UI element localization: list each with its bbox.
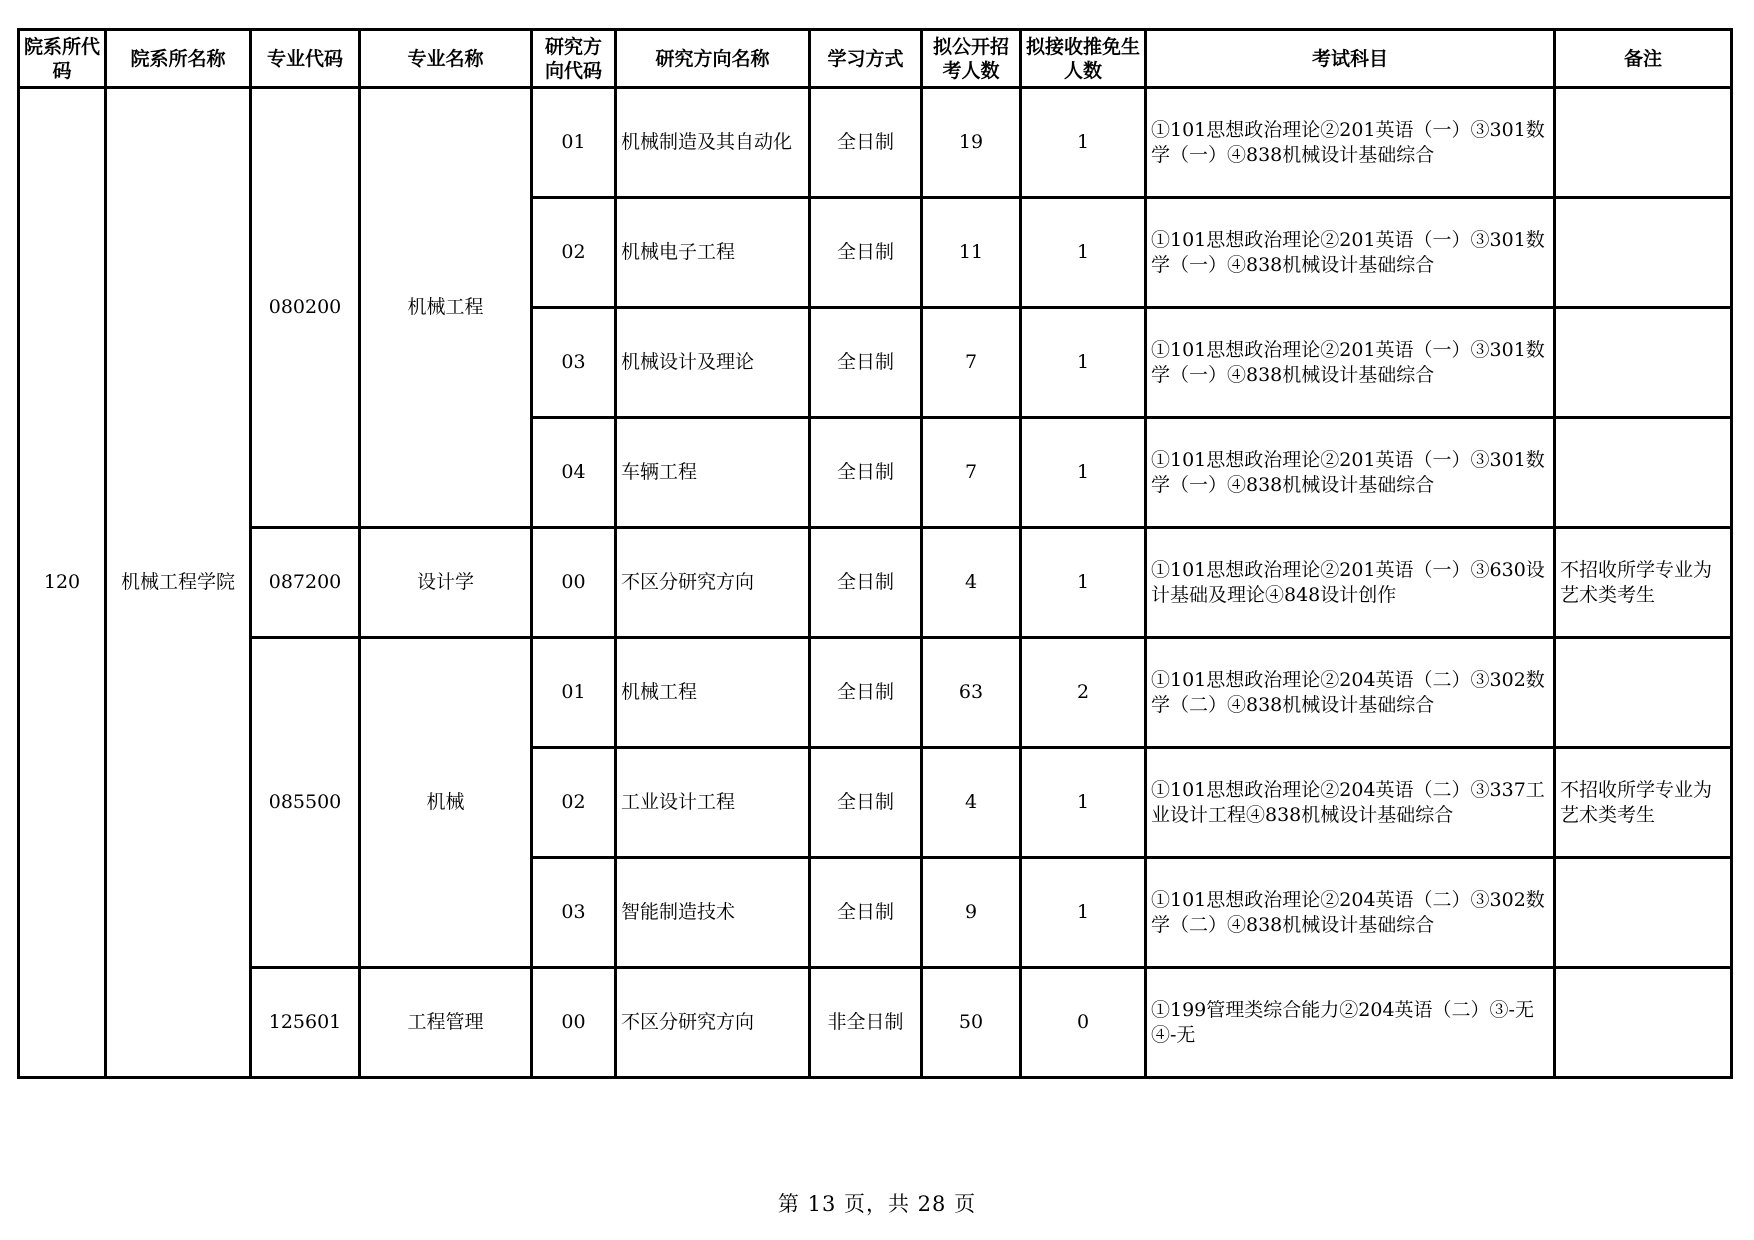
notes-cell (1555, 308, 1732, 418)
public-quota-cell: 4 (922, 528, 1021, 638)
exempt-quota-cell: 1 (1021, 88, 1146, 198)
notes-cell: 不招收所学专业为艺术类考生 (1555, 748, 1732, 858)
study-mode-cell: 全日制 (810, 308, 922, 418)
header-dept-code: 院系所代码 (19, 30, 106, 88)
exempt-quota-cell: 1 (1021, 528, 1146, 638)
header-study-mode: 学习方式 (810, 30, 922, 88)
header-public-quota: 拟公开招考人数 (922, 30, 1021, 88)
major-name-cell: 设计学 (360, 528, 532, 638)
header-row (19, 30, 1732, 88)
public-quota-cell: 7 (922, 418, 1021, 528)
major-code-cell: 125601 (251, 968, 360, 1078)
exempt-quota-cell: 2 (1021, 638, 1146, 748)
table-row (19, 528, 1732, 638)
header-direction-name: 研究方向名称 (616, 30, 810, 88)
direction-code-cell: 00 (532, 528, 616, 638)
page-indicator: 第 13 页，共 28 页 (777, 1192, 977, 1216)
header-major-name: 专业名称 (360, 30, 532, 88)
public-quota-cell: 63 (922, 638, 1021, 748)
direction-code-cell: 02 (532, 198, 616, 308)
public-quota-cell: 50 (922, 968, 1021, 1078)
direction-name-cell: 机械电子工程 (616, 198, 810, 308)
exam-subjects-cell: ①101思想政治理论②201英语（一）③301数学（一）④838机械设计基础综合 (1146, 308, 1555, 418)
exempt-quota-cell: 1 (1021, 198, 1146, 308)
direction-name-cell: 不区分研究方向 (616, 968, 810, 1078)
direction-name-cell: 机械工程 (616, 638, 810, 748)
exempt-quota-cell: 1 (1021, 418, 1146, 528)
exam-subjects-cell: ①101思想政治理论②201英语（一）③301数学（一）④838机械设计基础综合 (1146, 88, 1555, 198)
direction-name-cell: 工业设计工程 (616, 748, 810, 858)
exempt-quota-cell: 1 (1021, 308, 1146, 418)
direction-code-cell: 03 (532, 308, 616, 418)
header-major-code: 专业代码 (251, 30, 360, 88)
exempt-quota-cell: 1 (1021, 748, 1146, 858)
major-name-cell: 工程管理 (360, 968, 532, 1078)
public-quota-cell: 19 (922, 88, 1021, 198)
public-quota-cell: 7 (922, 308, 1021, 418)
exam-subjects-cell: ①101思想政治理论②201英语（一）③301数学（一）④838机械设计基础综合 (1146, 418, 1555, 528)
notes-cell (1555, 638, 1732, 748)
exam-subjects-cell: ①101思想政治理论②201英语（一）③630设计基础及理论④848设计创作 (1146, 528, 1555, 638)
public-quota-cell: 9 (922, 858, 1021, 968)
major-code-cell: 087200 (251, 528, 360, 638)
direction-name-cell: 机械设计及理论 (616, 308, 810, 418)
exam-subjects-cell: ①101思想政治理论②201英语（一）③301数学（一）④838机械设计基础综合 (1146, 198, 1555, 308)
direction-code-cell: 01 (532, 88, 616, 198)
study-mode-cell: 全日制 (810, 198, 922, 308)
direction-name-cell: 机械制造及其自动化 (616, 88, 810, 198)
major-name-cell: 机械工程 (360, 88, 532, 528)
study-mode-cell: 全日制 (810, 638, 922, 748)
direction-code-cell: 01 (532, 638, 616, 748)
major-name-cell: 机械 (360, 638, 532, 968)
direction-name-cell: 车辆工程 (616, 418, 810, 528)
table-row (19, 88, 1732, 198)
notes-cell (1555, 198, 1732, 308)
exam-subjects-cell: ①101思想政治理论②204英语（二）③302数学（二）④838机械设计基础综合 (1146, 858, 1555, 968)
enrollment-catalog-table (17, 28, 1733, 1079)
study-mode-cell: 全日制 (810, 88, 922, 198)
direction-code-cell: 00 (532, 968, 616, 1078)
header-direction-code: 研究方向代码 (532, 30, 616, 88)
header-notes: 备注 (1555, 30, 1732, 88)
notes-cell (1555, 968, 1732, 1078)
direction-name-cell: 智能制造技术 (616, 858, 810, 968)
dept-name-cell: 机械工程学院 (106, 88, 251, 1078)
direction-code-cell: 03 (532, 858, 616, 968)
table-row (19, 638, 1732, 748)
study-mode-cell: 非全日制 (810, 968, 922, 1078)
public-quota-cell: 11 (922, 198, 1021, 308)
study-mode-cell: 全日制 (810, 528, 922, 638)
major-code-cell: 080200 (251, 88, 360, 528)
direction-name-cell: 不区分研究方向 (616, 528, 810, 638)
direction-code-cell: 04 (532, 418, 616, 528)
notes-cell (1555, 88, 1732, 198)
header-exam-subjects: 考试科目 (1146, 30, 1555, 88)
study-mode-cell: 全日制 (810, 748, 922, 858)
notes-cell: 不招收所学专业为艺术类考生 (1555, 528, 1732, 638)
exempt-quota-cell: 0 (1021, 968, 1146, 1078)
major-code-cell: 085500 (251, 638, 360, 968)
direction-code-cell: 02 (532, 748, 616, 858)
header-exempt-quota: 拟接收推免生人数 (1021, 30, 1146, 88)
exam-subjects-cell: ①101思想政治理论②204英语（二）③337工业设计工程④838机械设计基础综合 (1146, 748, 1555, 858)
study-mode-cell: 全日制 (810, 858, 922, 968)
notes-cell (1555, 858, 1732, 968)
study-mode-cell: 全日制 (810, 418, 922, 528)
header-dept-name: 院系所名称 (106, 30, 251, 88)
notes-cell (1555, 418, 1732, 528)
dept-code-cell: 120 (19, 88, 106, 1078)
exam-subjects-cell: ①101思想政治理论②204英语（二）③302数学（二）④838机械设计基础综合 (1146, 638, 1555, 748)
table-row (19, 968, 1732, 1078)
exempt-quota-cell: 1 (1021, 858, 1146, 968)
exam-subjects-cell: ①199管理类综合能力②204英语（二）③-无④-无 (1146, 968, 1555, 1078)
public-quota-cell: 4 (922, 748, 1021, 858)
